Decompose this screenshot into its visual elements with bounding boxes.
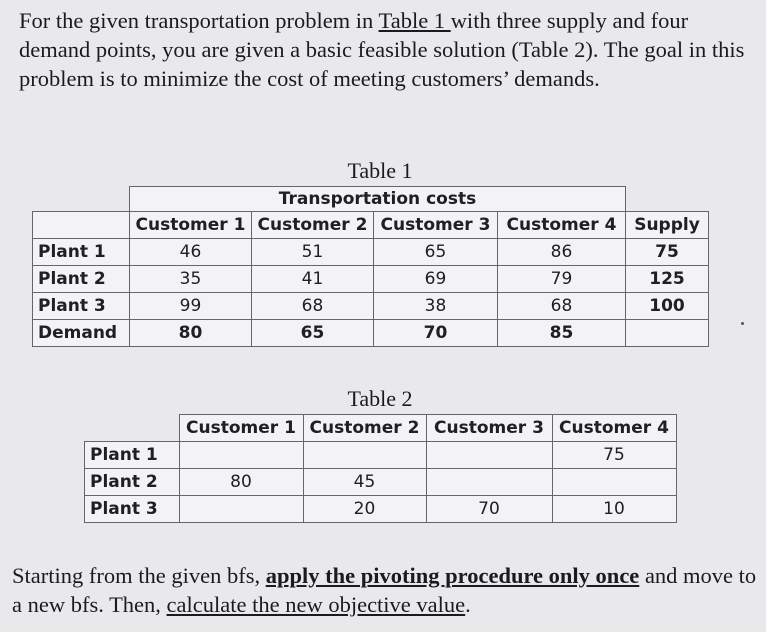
cost-cell: 51	[252, 239, 374, 266]
pivot-instruction: apply the pivoting procedure only once	[265, 563, 640, 588]
cost-cell: 86	[498, 239, 626, 266]
row-label: Plant 2	[85, 469, 180, 496]
row-label: Plant 2	[33, 266, 130, 293]
table2-header-customer2: Customer 2	[303, 415, 426, 442]
allocation-cell	[179, 442, 303, 469]
cost-cell: 35	[130, 266, 252, 293]
task-statement	[12, 561, 757, 619]
intro-text-2: with three supply and four demand points, you are given a basic feasible solution (Table 2). The goal in this problem is to minimize the cost of meeting customers’ demands.	[19, 8, 745, 91]
table1-reference: Table 1	[378, 8, 451, 33]
task-text-2: and move to a new bfs. Then,	[12, 563, 757, 617]
table1-header-customer1: Customer 1	[130, 212, 252, 239]
allocation-cell: 80	[179, 469, 303, 496]
table-row	[33, 239, 709, 266]
demand-cell: 80	[130, 320, 252, 347]
row-label: Plant 3	[33, 293, 130, 320]
problem-statement	[19, 6, 754, 93]
table1-title: Transportation costs	[130, 187, 626, 212]
cost-cell: 69	[374, 266, 498, 293]
table2-header-customer4: Customer 4	[552, 415, 676, 442]
task-text-3: .	[465, 592, 471, 617]
table1-caption: Table 1	[347, 158, 413, 183]
table1-header-supply: Supply	[626, 212, 709, 239]
table1-header-customer4: Customer 4	[498, 212, 626, 239]
allocation-cell	[426, 469, 552, 496]
cost-cell: 65	[374, 239, 498, 266]
table2-caption: Table 2	[347, 386, 413, 411]
cost-cell: 38	[374, 293, 498, 320]
allocation-cell: 10	[552, 496, 676, 523]
demand-cell: 85	[498, 320, 626, 347]
allocation-cell: 70	[426, 496, 552, 523]
allocation-cell: 45	[303, 469, 426, 496]
demand-cell: 65	[252, 320, 374, 347]
allocation-cell	[303, 442, 426, 469]
table1-corner-cell	[33, 212, 130, 239]
supply-cell: 75	[626, 239, 709, 266]
table1-header-customer3: Customer 3	[374, 212, 498, 239]
cost-cell: 46	[130, 239, 252, 266]
supply-cell: 125	[626, 266, 709, 293]
objective-instruction: calculate the new objective value	[166, 592, 466, 617]
row-label: Demand	[33, 320, 130, 347]
allocation-cell: 20	[303, 496, 426, 523]
transportation-costs-table	[32, 186, 709, 347]
intro-text-1: For the given transportation problem in	[19, 8, 379, 33]
cost-cell: 79	[498, 266, 626, 293]
demand-cell: 70	[374, 320, 498, 347]
allocation-cell: 75	[552, 442, 676, 469]
table1-header-customer2: Customer 2	[252, 212, 374, 239]
table-row	[85, 496, 677, 523]
row-label: Plant 3	[85, 496, 180, 523]
cost-cell: 99	[130, 293, 252, 320]
table-row	[85, 442, 677, 469]
table-row	[85, 469, 677, 496]
cost-cell: 68	[498, 293, 626, 320]
row-label: Plant 1	[33, 239, 130, 266]
table2-header-customer3: Customer 3	[426, 415, 552, 442]
row-label: Plant 1	[85, 442, 180, 469]
table-row	[33, 266, 709, 293]
cost-cell: 41	[252, 266, 374, 293]
basic-feasible-solution-table	[84, 414, 677, 523]
empty-cell	[626, 320, 709, 347]
allocation-cell	[179, 496, 303, 523]
cost-cell: 68	[252, 293, 374, 320]
table-row	[33, 293, 709, 320]
table-row	[33, 320, 709, 347]
stray-dot	[741, 322, 744, 325]
table2-header-customer1: Customer 1	[179, 415, 303, 442]
allocation-cell	[426, 442, 552, 469]
allocation-cell	[552, 469, 676, 496]
supply-cell: 100	[626, 293, 709, 320]
task-text-1: Starting from the given bfs,	[12, 563, 266, 588]
